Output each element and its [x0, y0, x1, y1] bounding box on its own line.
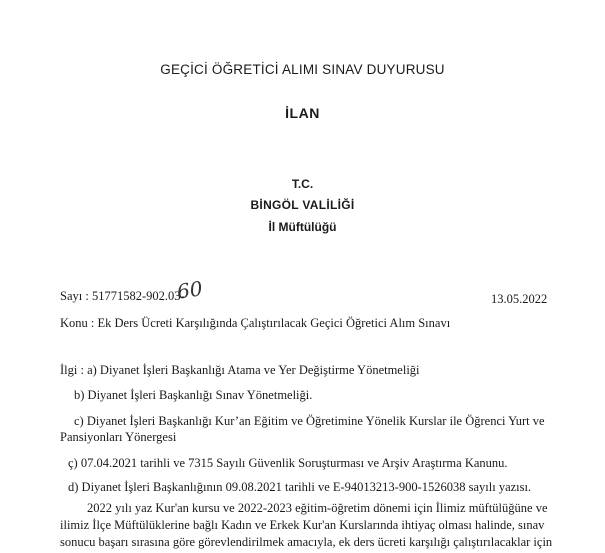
handwritten-number: 60 — [175, 276, 204, 304]
document-subject: Konu : Ek Ders Ücreti Karşılığında Çalıştırılacak Geçici Öğretici Alım Sınavı — [60, 316, 451, 330]
reference-c-line1: c) Diyanet İşleri Başkanlığı Kur’an Eğitim ve Öğretimine Yönelik Kurslar ile Öğrenci Yurt ve — [74, 414, 545, 428]
body-line-2: ilimiz İlçe Müftülüklerine bağlı Kadın ve Erkek Kur'an Kurslarında ihtiyaç olması halinde, sınav — [60, 518, 545, 532]
office-heading: İl Müftülüğü — [268, 220, 337, 234]
reference-d: ç) 07.04.2021 tarihli ve 7315 Sayılı Güvenlik Soruşturması ve Arşiv Araştırma Kanunu. — [68, 456, 508, 470]
document-date: 13.05.2022 — [491, 292, 548, 306]
body-line-3: sonucu başarı sırasına göre görevlendirilmek amacıyla, ek ders ücreti karşılığı çalıştırılacaklar için — [60, 535, 553, 549]
reference-e: d) Diyanet İşleri Başkanlığının 09.08.2021 tarihli ve E-94013213-900-1526038 sayılı yazısı. — [68, 480, 532, 494]
reference-c-line2: Pansiyonları Yönergesi — [60, 430, 177, 444]
announcement-title: GEÇİCİ ÖĞRETİCİ ALIMI SINAV DUYURUSU — [160, 62, 445, 77]
governorship-heading: BİNGÖL VALİLİĞİ — [250, 198, 355, 212]
ilan-heading: İLAN — [285, 105, 320, 121]
reference-a: İlgi : a) Diyanet İşleri Başkanlığı Atama ve Yer Değiştirme Yönetmeliği — [60, 363, 420, 377]
document-number: Sayı : 51771582-902.03- — [60, 289, 185, 303]
body-line-1: 2022 yılı yaz Kur'an kursu ve 2022-2023 eğitim-öğretim dönemi için İlimiz müftülüğüne ve — [87, 501, 548, 515]
reference-b: b) Diyanet İşleri Başkanlığı Sınav Yönetmeliği. — [74, 388, 313, 402]
tc-heading: T.C. — [291, 177, 314, 191]
